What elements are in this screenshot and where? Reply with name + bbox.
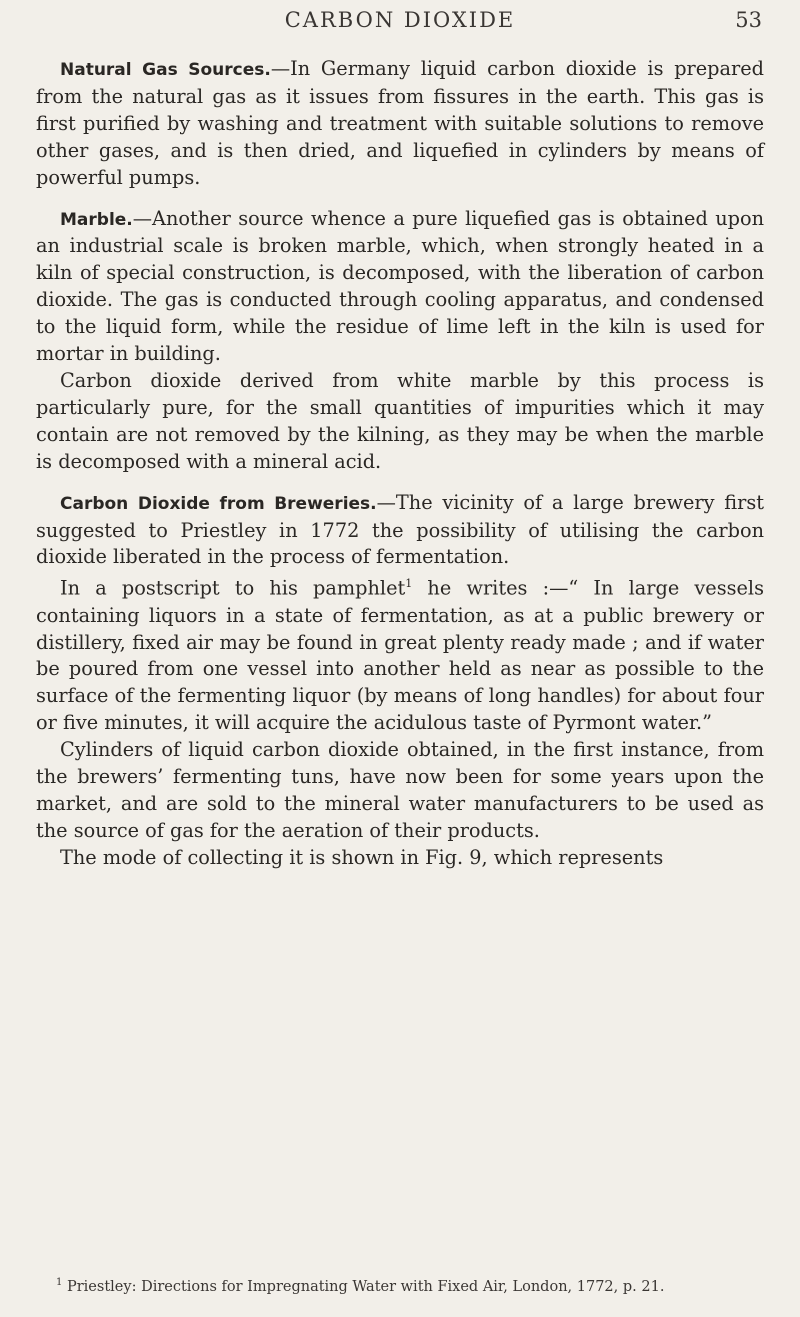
footnote (56, 1274, 772, 1296)
paragraph-text: In a postscript to his pamphlet (60, 576, 406, 600)
paragraph-text: —The vicinity of a large brewery first suggested to Priestley in 1772 the possibility of utilising the carbon dioxide liberated in the process of fermentation. (36, 490, 764, 569)
footnote-reference: 1 (405, 577, 413, 591)
paragraph-natural-gas (36, 56, 764, 192)
running-title: CARBON DIOXIDE (284, 8, 516, 32)
paragraph-marble-purity (36, 368, 764, 476)
paragraph-text: The mode of collecting it is shown in Fig. 9, which represents (60, 845, 664, 869)
paragraph-text: he writes :—“ In large vessels containing liquors in a state of fermentation, as at a public brewery or distillery, fixed air may be found in great plenty ready made ; and if water be poured from one vessel into another held as near as possible to the surface of the fermenting liquor (by means of long handles) for about four or five minutes, it will acquire the acidulous taste of Pyrmont water.” (36, 576, 764, 735)
paragraph-marble (36, 206, 764, 368)
section-lead-breweries: Carbon Dioxide from Breweries. (60, 493, 377, 514)
section-lead-marble: Marble. (60, 209, 133, 230)
footnote-text: Priestley: Directions for Impregnating Water with Fixed Air, London, 1772, p. 21. (66, 1278, 665, 1295)
paragraph-text: Cylinders of liquid carbon dioxide obtained, in the first instance, from the brewers’ fermenting tuns, have now been for some years upon the market, and are sold to the mineral water manufacturers to be used as the source of gas for the aeration of their products. (36, 738, 764, 842)
paragraph-cylinders (36, 737, 764, 845)
paragraph-collecting (36, 845, 764, 872)
paragraph-breweries (36, 490, 764, 572)
page-number: 53 (735, 8, 762, 32)
footnote-marker: 1 (56, 1277, 63, 1288)
running-head (0, 8, 800, 42)
body-text (36, 56, 764, 872)
paragraph-text: Carbon dioxide derived from white marble by this process is particularly pure, for the small quantities of impurities which it may contain are not removed by the kilning, as they may be when the marble is decomposed with a mineral acid. (36, 368, 764, 473)
paragraph-text: —Another source whence a pure liquefied gas is obtained upon an industrial scale is broken marble, which, when strongly heated in a kiln of special construction, is decomposed, with the liberation of carbon dioxide. The gas is conducted through cooling apparatus, and condensed to the liquid form, while the residue of lime left in the kiln is used for mortar in building. (36, 206, 764, 366)
paragraph-postscript (36, 571, 764, 737)
section-lead-natural-gas: Natural Gas Sources. (60, 60, 271, 80)
paragraph-text: —In Germany liquid carbon dioxide is prepared from the natural gas as it issues from fissures in the earth. This gas is first purified by washing and treatment with suitable solutions to remove other gases, and is then dried, and liquefied in cylinders by means of powerful pumps. (36, 57, 764, 189)
